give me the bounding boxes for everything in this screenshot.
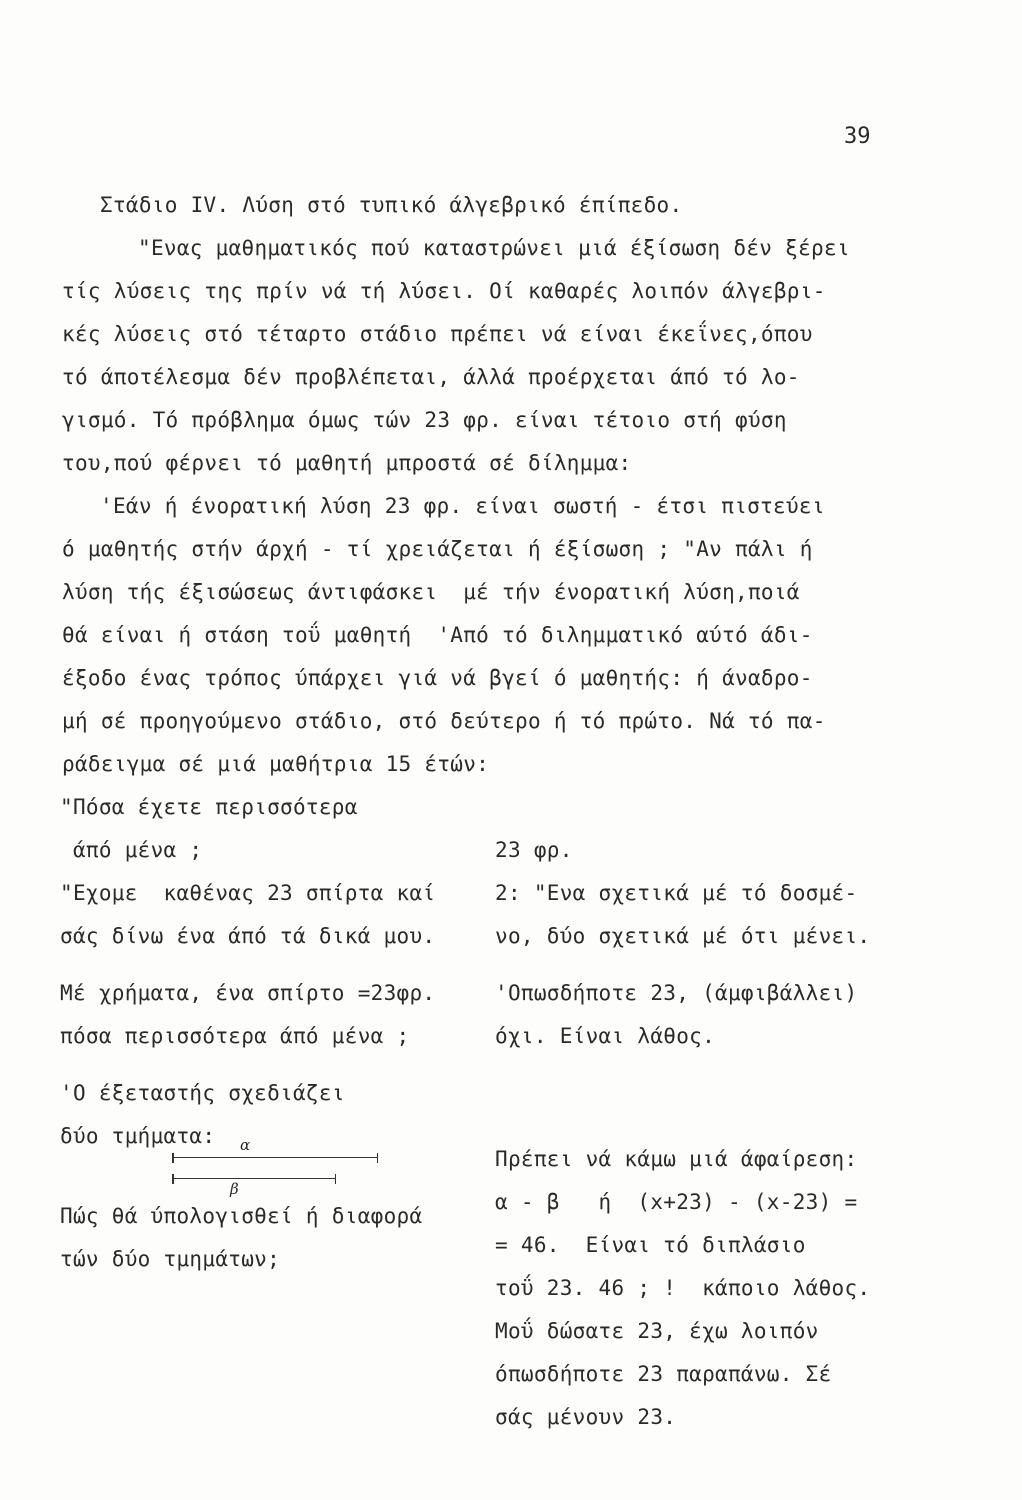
text-line: θά είναι ή στάση τοΰ μαθητή 'Από τό διλημματικό αύτό άδι- <box>62 623 813 647</box>
text-line: λύση τής έξισώσεως άντιφάσκει μέ τήν ένορατική λύση,ποιά <box>62 580 800 604</box>
text-line: έξοδο ένας τρόπος ύπάρχει γιά νά βγεί ό μαθητής: ή άναδρο- <box>62 666 813 690</box>
answer-line: = 46. Είναι τό διπλάσιο <box>495 1233 806 1257</box>
text-line: "Ενας μαθηματικός πού καταστρώνει μιά έξίσωση δέν ξέρει <box>138 236 850 260</box>
text-line: 'Εάν ή ένορατική λύση 23 φρ. είναι σωστή - έτσι πιστεύει <box>100 494 825 518</box>
answer-line: 23 φρ. <box>495 838 573 862</box>
examiner-line: 'Ο έξεταστής σχεδιάζει <box>60 1081 345 1105</box>
answer-line: 2: "Ενα σχετικά μέ τό δοσμέ- <box>495 881 858 905</box>
answer-line: Πρέπει νά κάμω μιά άφαίρεση: <box>495 1147 858 1171</box>
section-heading: Στάδιο IV. Λύση στό τυπικό άλγεβρικό έπίπεδο. <box>100 193 683 217</box>
question-line: "Πόσα έχετε περισσότερα <box>60 795 358 819</box>
text-line: μή σέ προηγούμενο στάδιο, στό δεύτερο ή τό πρώτο. Νά τό πα- <box>62 709 826 733</box>
page-number: 39 <box>844 124 871 149</box>
statement-line: "Εχομε καθένας 23 σπίρτα καί <box>60 881 436 905</box>
segment-b <box>172 1178 336 1179</box>
answer-line: σάς μένουν 23. <box>495 1405 677 1429</box>
text-line: τό άποτέλεσμα δέν προβλέπεται, άλλά προέρχεται άπό τό λο- <box>62 365 800 389</box>
answer-line: Μοΰ δώσατε 23, έχω λοιπόν <box>495 1319 819 1343</box>
segment-a-label: α <box>240 1136 251 1154</box>
answer-line: 'Οπωσδήποτε 23, (άμφιβάλλει) <box>495 981 858 1005</box>
examiner-line: δύο τμήματα: <box>60 1124 216 1148</box>
question-line: άπό μένα ; <box>60 838 203 862</box>
statement-line: σάς δίνω ένα άπό τά δικά μου. <box>60 924 436 948</box>
text-line: γισμό. Τό πρόβλημα όμως τών 23 φρ. είναι τέτοιο στή φύση <box>62 408 787 432</box>
text-line: του,πού φέρνει τό μαθητή μπροστά σέ δίλημμα: <box>62 451 632 475</box>
answer-line: όχι. Είναι λάθος. <box>495 1024 716 1048</box>
answer-line: όπωσδήποτε 23 παραπάνω. Σέ <box>495 1362 832 1386</box>
text-line: ό μαθητής στήν άρχή - τί χρειάζεται ή έξίσωση ; "Αν πάλι ή <box>62 537 813 561</box>
text-line: τίς λύσεις της πρίν νά τή λύσει. Οί καθαρές λοιπόν άλγεβρι- <box>62 279 826 303</box>
answer-line: τοΰ 23. 46 ; ! κάποιο λάθος. <box>495 1276 871 1300</box>
answer-line: α - β ή (x+23) - (x-23) = <box>495 1190 858 1214</box>
text-line: ράδειγμα σέ μιά μαθήτρια 15 έτών: <box>62 752 490 776</box>
question-line: πόσα περισσότερα άπό μένα ; <box>60 1024 410 1048</box>
segment-a <box>172 1157 378 1158</box>
question-line: τών δύο τμημάτων; <box>60 1247 281 1271</box>
question-line: Μέ χρήματα, ένα σπίρτο =23φρ. <box>60 981 436 1005</box>
answer-line: νο, δύο σχετικά μέ ότι μένει. <box>495 924 871 948</box>
question-line: Πώς θά ύπολογισθεί ή διαφορά <box>60 1204 423 1228</box>
segment-b-label: β <box>230 1180 239 1198</box>
text-line: κές λύσεις στό τέταρτο στάδιο πρέπει νά είναι έκεΐνες,όπου <box>62 322 813 346</box>
